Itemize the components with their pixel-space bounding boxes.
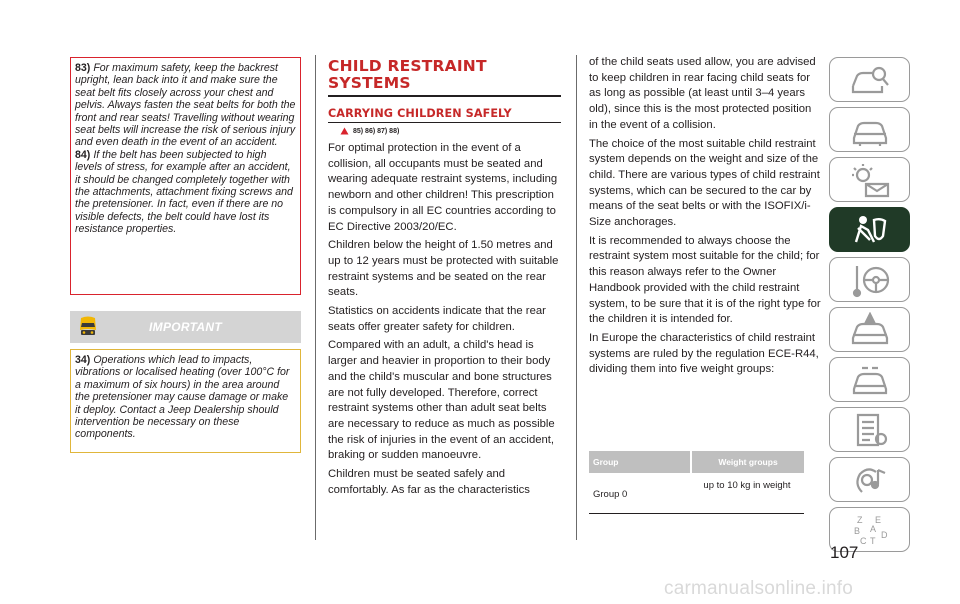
index-letter: Z	[856, 514, 862, 525]
important-header	[70, 311, 301, 343]
paragraph: It is recommended to always choose the restraint system most suitable for the child; for this reason always refer to the Owner Handbook provided with the child restraint system, to be sure that it is of the right type for the children it is intended for.	[589, 234, 821, 326]
tab-service-maintenance[interactable]	[829, 357, 910, 402]
warning-box	[70, 57, 301, 295]
section-title: CHILD RESTRAINT SYSTEMS	[328, 57, 487, 92]
paragraph: of the child seats used allow, you are advised to keep children in rear facing child seats for as long as possible (at least until 3–4 years old), since this is the most protected position in the event of a collision.	[589, 56, 816, 131]
car-overview-icon	[848, 62, 892, 98]
warning-text: If the belt has been subjected to high levels of stress, for example after an accident, it should be changed completely together with the attachments, attachment fixing screws and the pretensioner. In fact, even if there are no visible defects, the belt could have lost its resistance properties.	[75, 148, 293, 236]
important-box	[70, 349, 301, 453]
tab-emergency[interactable]	[829, 307, 910, 352]
starting-driving-icon	[848, 262, 892, 298]
table-cell-weight: up to 10 kg in weight	[703, 480, 791, 491]
tab-dashboard[interactable]	[829, 107, 910, 152]
technical-data-icon	[848, 412, 892, 448]
tab-starting-driving[interactable]	[829, 257, 910, 302]
paragraph: Children must be seated safely and comfortably. As far as the characteristics	[328, 468, 530, 496]
tab-multimedia[interactable]	[829, 457, 910, 502]
important-label: IMPORTANT	[149, 320, 222, 334]
chapter-sidebar	[829, 57, 910, 557]
tab-technical-data[interactable]	[829, 407, 910, 452]
reference-numbers: 85) 86) 87) 88)	[353, 127, 400, 135]
service-maintenance-icon	[848, 362, 892, 398]
page-number: 107	[830, 543, 859, 562]
safety-icon	[848, 212, 892, 248]
tab-safety[interactable]	[829, 207, 910, 252]
main-column	[328, 55, 564, 501]
table-row	[589, 473, 804, 513]
emergency-icon	[848, 312, 892, 348]
paragraph: Compared with an adult, a child's head is larger and heavier in proportion to their body and the child's muscular and bone structures are not fully developed. Therefore, correct restraint systems other than adult seat belts are necessary to reduce as much as possible the risk of injuries in the event of an accident, braking or sudden manoeuvre.	[328, 339, 555, 462]
paragraph: Statistics on accidents indicate that the rear seats offer greater safety for children.	[328, 305, 546, 333]
title-rule	[328, 95, 561, 97]
index-letter: B	[853, 525, 860, 536]
index-letter: C	[859, 535, 866, 546]
important-number: 34)	[75, 354, 91, 366]
warning-text: For maximum safety, keep the backrest upright, lean back into it and make sure the seat belt fits closely across your chest and pelvis. Always fasten the seat belts for both the front and rear seats! Travelling without wearing seat belts will increase the risk of serious injury and even death in the event of an accident.	[75, 62, 296, 149]
index-letter: D	[880, 529, 887, 540]
index-letter: E	[874, 514, 881, 525]
important-text: Operations which lead to impacts, vibrations or localised heating (over 100°C for a maximum of six hours) in the area around the pretensioner may cause damage or make it deploy. Contact a Jeep Dealership should intervention be necessary on these components.	[75, 354, 290, 441]
paragraph: The choice of the most suitable child restraint system depends on the weight and size of the child. There are various types of child restraint systems, which can be secured to the car by means of the seat belts or with the ISOFIX/i-Size anchorages.	[589, 137, 820, 229]
paragraph: For optimal protection in the event of a collision, all occupants must be seated and wearing adequate restraint systems, including newborn and other children! This prescription is compulsory in all EC countries according to EC Directive 2003/20/EC.	[328, 142, 558, 233]
column-divider	[576, 55, 577, 540]
subsection-title: CARRYING CHILDREN SAFELY	[328, 107, 512, 120]
table-cell-group: Group 0	[593, 489, 628, 500]
watermark: carmanualsonline.info	[664, 578, 854, 599]
right-column	[589, 55, 823, 381]
paragraph: Children below the height of 1.50 metres and up to 12 years must be protected with suitable restraint systems and be seated on the rear seats.	[328, 239, 559, 299]
important-note-34	[75, 354, 296, 441]
weight-groups-table	[589, 451, 804, 514]
warning-number: 83)	[75, 62, 91, 74]
tab-car-overview[interactable]	[829, 57, 910, 102]
tab-warning-lights[interactable]	[829, 157, 910, 202]
warning-note-83	[75, 62, 296, 149]
subtitle-rule	[328, 122, 561, 123]
index-letter: T	[869, 535, 875, 546]
warning-references	[328, 127, 564, 135]
table-header-weight: Weight groups	[718, 457, 778, 467]
column-divider	[315, 55, 316, 540]
table-bottom-rule	[589, 513, 804, 514]
table-header-group: Group	[593, 457, 619, 467]
table-header	[589, 451, 804, 473]
warning-lights-icon	[848, 162, 892, 198]
warning-number: 84)	[75, 148, 91, 161]
multimedia-icon	[848, 462, 892, 498]
paragraph: In Europe the characteristics of child restraint systems are ruled by the regulation ECE-R44, dividing them into five weight groups:	[589, 331, 819, 376]
index-letter: A	[869, 523, 876, 534]
warning-triangle-icon	[340, 127, 349, 135]
warning-note-84	[75, 149, 296, 236]
dashboard-lights-icon	[848, 112, 892, 148]
